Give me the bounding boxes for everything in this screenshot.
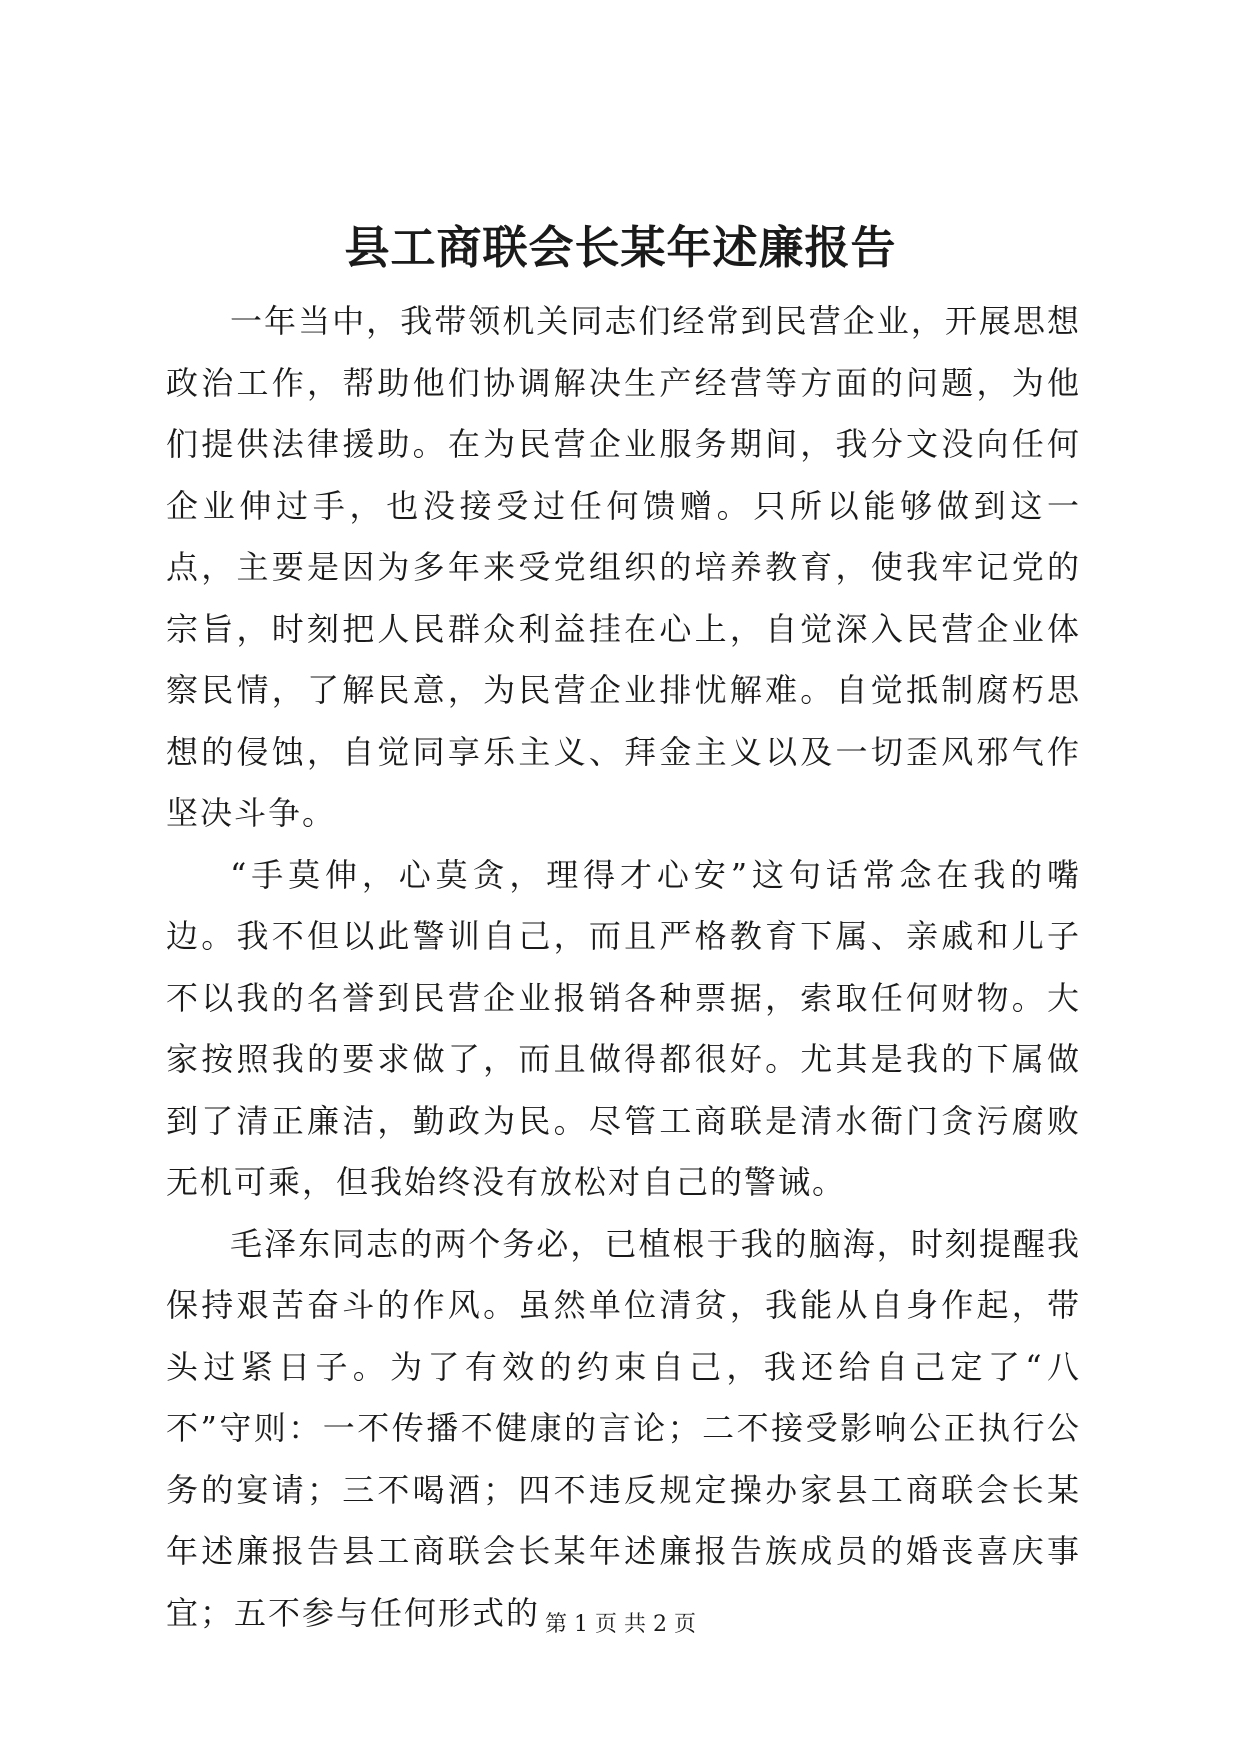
paragraph-2: “手莫伸，心莫贪，理得才心安”这句话常念在我的嘴边。我不但以此警训自己，而且严格教育下属、亲戚和儿子不以我的名誉到民营企业报销各种票据，索取任何财物。大家按照我的要求做了，而且做得都很好。尤其是我的下属做到了清正廉洁，勤政为民。尽管工商联是清水衙门贪污腐败无机可乘，但我始终没有放松对自己的警诫。 [166, 855, 1081, 1201]
page-footer: 第 1 页 共 2 页 [545, 1612, 696, 1637]
paragraph-1: 一年当中，我带领机关同志们经常到民营企业，开展思想政治工作，帮助他们协调解决生产经营等方面的问题，为他们提供法律援助。在为民营企业服务期间，我分文没向任何企业伸过手，也没接受过任何馈赠。只所以能够做到这一点，主要是因为多年来受党组织的培养教育，使我牢记党的宗旨，时刻把人民群众利益挂在心上，自觉深入民营企业体察民情，了解民意，为民营企业排忧解难。自觉抵制腐朽思想的侵蚀，自觉同享乐主义、拜金主义以及一切歪风邪气作坚决斗争。 [166, 302, 1081, 832]
paragraph-3: 毛泽东同志的两个务必，已植根于我的脑海，时刻提醒我保持艰苦奋斗的作风。虽然单位清贫，我能从自身作起，带头过紧日子。为了有效的约束自己，我还给自己定了“八不”守则：一不传播不健康的言论；二不接受影响公正执行公务的宴请；三不喝酒；四不违反规定操办家县工商联会长某年述廉报告县工商联会长某年述廉报告族成员的婚丧喜庆事宜；五不参与任何形式的 [166, 1224, 1081, 1632]
document-title: 县工商联会长某年述廉报告 [344, 221, 897, 274]
document-body [166, 291, 1081, 1644]
